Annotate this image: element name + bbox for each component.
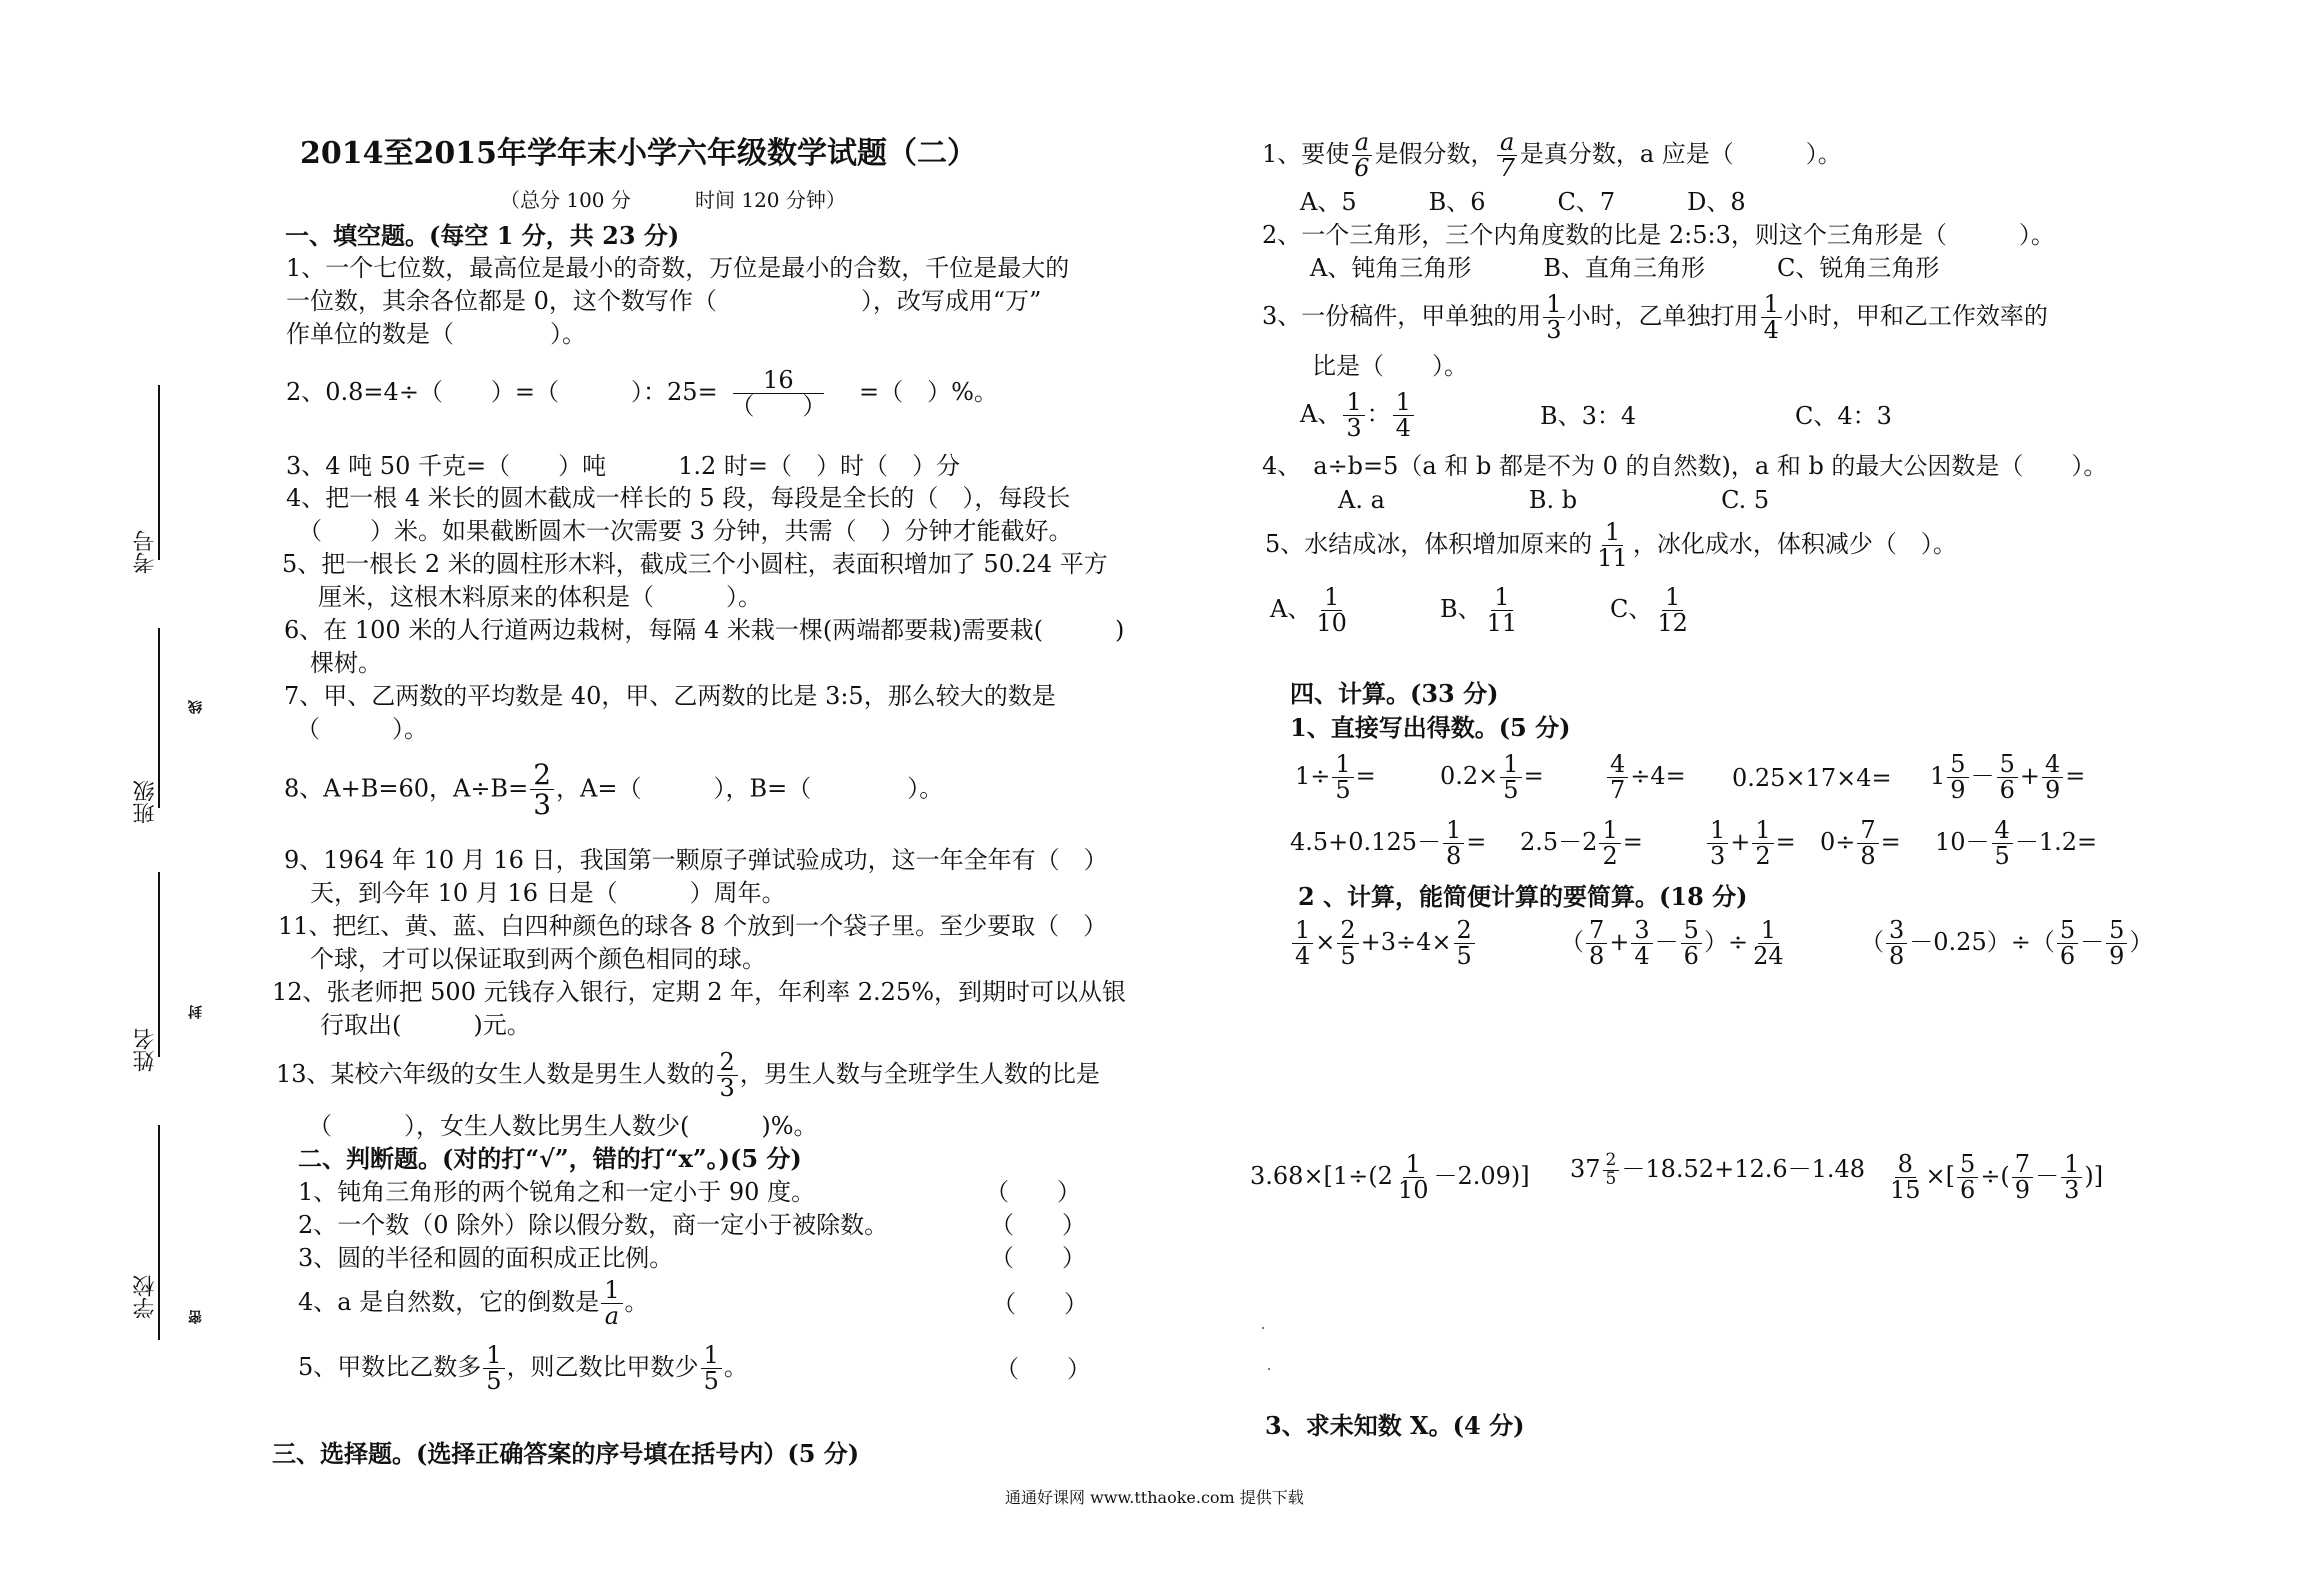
c2-d4: 24 bbox=[1753, 942, 1784, 971]
e8-fraction-1 bbox=[1707, 818, 1728, 869]
choice1-denominator-1: 6 bbox=[1354, 154, 1370, 183]
c2-d1: 8 bbox=[1589, 942, 1605, 971]
q7-line2: （ ）。 bbox=[296, 715, 428, 743]
c2-n1: 7 bbox=[1586, 918, 1607, 944]
choice5-option-c-label: C、 bbox=[1610, 595, 1653, 624]
q2 bbox=[286, 368, 998, 419]
c6-n4: 1 bbox=[2061, 1152, 2082, 1178]
c1-op1: × bbox=[1315, 928, 1336, 957]
c3-d1: 8 bbox=[1889, 942, 1905, 971]
c6-d2: 6 bbox=[1960, 1176, 1976, 1205]
c4-n: 1 bbox=[1403, 1152, 1424, 1178]
choice3-option-b: B、3：4 bbox=[1540, 402, 1637, 430]
choice3-option-a-fraction-1 bbox=[1343, 390, 1364, 441]
q12-line2: 行取出( )元。 bbox=[320, 1011, 531, 1039]
c2-d3: 6 bbox=[1683, 942, 1699, 971]
e8-d1: 3 bbox=[1710, 842, 1726, 871]
e3-n: 4 bbox=[1607, 752, 1628, 778]
c6-fraction-1 bbox=[1887, 1152, 1924, 1203]
c3-close: ） bbox=[2129, 928, 2154, 957]
q6-line1: 6、在 100 米的人行道两边栽树，每隔 4 米栽一棵(两端都要栽)需要栽( ) bbox=[284, 616, 1125, 644]
q13-line2: （ ），女生人数比男生人数少( )%。 bbox=[308, 1112, 818, 1140]
choice5-option-b-label: B、 bbox=[1440, 595, 1482, 624]
direct-e1 bbox=[1295, 752, 1376, 803]
q8-text-b: ，A=（ ），B=（ ）。 bbox=[556, 774, 944, 803]
judge-item-3: 3、圆的半径和圆的面积成正比例。 bbox=[298, 1244, 674, 1272]
choice3-option-a-numerator-1: 1 bbox=[1343, 390, 1364, 416]
e6-n: 1 bbox=[1443, 818, 1464, 844]
e8-fraction-2 bbox=[1752, 818, 1773, 869]
choice5-option-c-denominator: 12 bbox=[1657, 609, 1688, 638]
c6-n2: 5 bbox=[1957, 1152, 1978, 1178]
q13 bbox=[276, 1050, 1100, 1101]
choice-q1 bbox=[1262, 130, 1842, 181]
direct-e3 bbox=[1605, 752, 1686, 803]
c1-n3: 2 bbox=[1454, 918, 1475, 944]
scan-dot-1 bbox=[1262, 1327, 1264, 1329]
calc-c1 bbox=[1290, 918, 1477, 969]
c3-mid: －0.25）÷（ bbox=[1909, 928, 2055, 957]
c2-fraction-4 bbox=[1750, 918, 1787, 969]
e2-b: = bbox=[1523, 762, 1544, 791]
c4-a: 3.68×[1÷(2 bbox=[1250, 1162, 1393, 1191]
c4-fraction bbox=[1395, 1152, 1432, 1203]
q12-line1: 12、张老师把 500 元钱存入银行，定期 2 年，年利率 2.25%，到期时可以从银 bbox=[272, 978, 1127, 1006]
e5-n1: 5 bbox=[1947, 752, 1968, 778]
choice3-option-a-sep: ： bbox=[1366, 400, 1391, 429]
choice5-numerator: 1 bbox=[1602, 520, 1623, 546]
calc-c4 bbox=[1250, 1152, 1530, 1203]
c1-d3: 5 bbox=[1456, 942, 1472, 971]
e10-a: 10－ bbox=[1935, 828, 1990, 857]
c6-a: ×[ bbox=[1925, 1162, 1956, 1191]
choice3-text-b: 小时，乙单独打用 bbox=[1566, 302, 1759, 331]
e7-n: 1 bbox=[1599, 818, 1620, 844]
part4-sub3: 3、求未知数 X。(4 分) bbox=[1265, 1411, 1525, 1440]
judge-item-4 bbox=[298, 1278, 649, 1329]
choice1-fraction-2 bbox=[1497, 130, 1518, 181]
direct-e9 bbox=[1820, 818, 1901, 869]
e2-fraction bbox=[1500, 752, 1521, 803]
c3-n2: 5 bbox=[2057, 918, 2078, 944]
choice3-fraction-1 bbox=[1543, 292, 1564, 343]
judge-item-2: 2、一个数（0 除外）除以假分数，商一定小于被除数。 bbox=[298, 1211, 889, 1239]
judge5-text-a: 5、甲数比乙数多 bbox=[298, 1353, 482, 1382]
part4-sub2: 2 、计算，能简便计算的要简算。(18 分) bbox=[1298, 882, 1748, 911]
judge-item-5 bbox=[298, 1343, 748, 1394]
c5-n: 2 bbox=[1603, 1152, 1620, 1171]
c5-a: 37 bbox=[1570, 1154, 1601, 1183]
choice5-option-c-numerator: 1 bbox=[1662, 585, 1683, 611]
choice3-numerator-2: 1 bbox=[1761, 292, 1782, 318]
e2-d: 5 bbox=[1503, 776, 1519, 805]
seal-label-feng: 封 bbox=[188, 1005, 204, 1019]
choice3-option-a-numerator-2: 1 bbox=[1393, 390, 1414, 416]
e3-fraction bbox=[1607, 752, 1628, 803]
choice5-option-a-denominator: 10 bbox=[1316, 609, 1347, 638]
judge5-denominator-2: 5 bbox=[703, 1367, 719, 1396]
choice3-option-a-denominator-1: 3 bbox=[1346, 414, 1362, 443]
q2-text-a: 2、0.8=4÷（ ）=（ ）：25= bbox=[286, 378, 718, 407]
choice3-option-a-denominator-2: 4 bbox=[1395, 414, 1411, 443]
direct-e2 bbox=[1440, 752, 1544, 803]
c3-n3: 5 bbox=[2106, 918, 2127, 944]
choice5-option-b bbox=[1440, 585, 1522, 636]
c6-d1: 15 bbox=[1890, 1176, 1921, 1205]
c6-d4: 3 bbox=[2064, 1176, 2080, 1205]
e9-a: 0÷ bbox=[1820, 828, 1856, 857]
e6-d: 8 bbox=[1445, 842, 1462, 871]
e7-fraction bbox=[1599, 818, 1620, 869]
judge5-fraction-1 bbox=[483, 1343, 504, 1394]
c2-fraction-2 bbox=[1631, 918, 1652, 969]
c1-n1: 1 bbox=[1292, 918, 1313, 944]
e8-n1: 1 bbox=[1707, 818, 1728, 844]
q8 bbox=[284, 760, 943, 820]
c6-fraction-4 bbox=[2061, 1152, 2082, 1203]
c2-fraction-1 bbox=[1586, 918, 1607, 969]
c6-fraction-3 bbox=[2012, 1152, 2033, 1203]
q11-line2: 个球，才可以保证取到两个颜色相同的球。 bbox=[310, 945, 766, 973]
q5-line1: 5、把一根长 2 米的圆柱形木料，截成三个小圆柱，表面积增加了 50.24 平方 bbox=[282, 550, 1108, 578]
c2-fraction-3 bbox=[1681, 918, 1702, 969]
e9-n: 7 bbox=[1857, 818, 1878, 844]
q9-line2: 天，到今年 10 月 16 日是（ ）周年。 bbox=[310, 879, 786, 907]
direct-e8 bbox=[1705, 818, 1796, 869]
part1-heading: 一、填空题。(每空 1 分，共 23 分) bbox=[285, 221, 680, 250]
seal-label-xian: 线 bbox=[188, 700, 204, 714]
choice5-option-b-fraction bbox=[1484, 585, 1521, 636]
c3-fraction-2 bbox=[2057, 918, 2078, 969]
choice5-option-a-fraction bbox=[1313, 585, 1350, 636]
label-kaohao: 考号 bbox=[133, 530, 158, 574]
c2-op1: + bbox=[1609, 928, 1630, 957]
c2-d2: 4 bbox=[1634, 942, 1650, 971]
c2-open: （ bbox=[1560, 928, 1584, 957]
choice-q5 bbox=[1265, 520, 1957, 571]
q2-numerator: 16 bbox=[733, 368, 824, 394]
choice5-option-a bbox=[1270, 585, 1352, 636]
part2-heading: 二、判断题。(对的打“√”，错的打“x”。)(5 分) bbox=[298, 1144, 802, 1173]
calc-c2 bbox=[1560, 918, 1789, 969]
q8-numerator: 2 bbox=[530, 760, 554, 790]
q2-denominator: （ ） bbox=[730, 392, 827, 421]
direct-e5 bbox=[1930, 752, 2085, 803]
judge-item-1: 1、钝角三角形的两个锐角之和一定小于 90 度。 bbox=[298, 1178, 816, 1206]
part4-sub1: 1、直接写出得数。(5 分) bbox=[1290, 713, 1571, 742]
judge4-text-b: 。 bbox=[624, 1288, 649, 1317]
choice5-option-b-denominator: 11 bbox=[1486, 609, 1518, 638]
choice1-text-a: 1、要使 bbox=[1262, 140, 1350, 169]
e5-fraction-2 bbox=[1997, 752, 2018, 803]
choice5-text-b: ，冰化成水，体积减少（ ）。 bbox=[1632, 530, 1957, 559]
judge4-denominator: a bbox=[604, 1302, 620, 1331]
choice1-numerator-1: a bbox=[1352, 130, 1372, 156]
direct-e7 bbox=[1520, 818, 1643, 869]
e7-d: 2 bbox=[1602, 842, 1618, 871]
q3: 3、4 吨 50 千克=（ ）吨 1.2 时=（ ）时（ ）分 bbox=[286, 452, 960, 480]
choice3-option-a-fraction-2 bbox=[1393, 390, 1414, 441]
choice5-text-a: 5、水结成冰，体积增加原来的 bbox=[1265, 530, 1593, 559]
c4-d: 10 bbox=[1397, 1176, 1429, 1205]
e5-b: = bbox=[2065, 762, 2086, 791]
c1-d2: 5 bbox=[1340, 942, 1356, 971]
choice3-option-a bbox=[1300, 390, 1416, 441]
c6-op: － bbox=[2035, 1162, 2060, 1191]
e1-fraction bbox=[1332, 752, 1353, 803]
e5-op2: + bbox=[2019, 762, 2040, 791]
c4-b: －2.09)] bbox=[1433, 1162, 1530, 1191]
e1-n: 1 bbox=[1332, 752, 1353, 778]
q8-text-a: 8、A+B=60，A÷B= bbox=[284, 774, 529, 803]
choice3-line2: 比是（ ）。 bbox=[1312, 352, 1468, 380]
direct-e4: 0.25×17×4= bbox=[1732, 764, 1892, 792]
choice2-options: A、钝角三角形 B、直角三角形 C、锐角三角形 bbox=[1310, 254, 1940, 282]
judge4-fraction bbox=[601, 1278, 622, 1329]
choice3-numerator-1: 1 bbox=[1543, 292, 1564, 318]
choice5-option-a-label: A、 bbox=[1270, 595, 1312, 624]
judge-blank-4: （ ） bbox=[992, 1290, 1088, 1318]
q13-text-a: 13、某校六年级的女生人数是男生人数的 bbox=[276, 1060, 715, 1089]
e1-d: 5 bbox=[1335, 776, 1351, 805]
c2-op2: － bbox=[1654, 928, 1679, 957]
judge5-fraction-2 bbox=[701, 1343, 722, 1394]
c3-fraction-1 bbox=[1886, 918, 1907, 969]
judge4-text-a: 4、a 是自然数，它的倒数是 bbox=[298, 1288, 600, 1317]
e5-fraction-1 bbox=[1947, 752, 1968, 803]
part4-heading: 四、计算。(33 分) bbox=[1290, 679, 1499, 708]
e5-op1: － bbox=[1970, 762, 1995, 791]
part3-heading: 三、选择题。(选择正确答案的序号填在括号内）(5 分) bbox=[272, 1439, 860, 1468]
c1-fraction-2 bbox=[1337, 918, 1358, 969]
e5-n3: 4 bbox=[2042, 752, 2063, 778]
choice3-denominator-1: 3 bbox=[1546, 316, 1562, 345]
q2-fraction bbox=[727, 368, 829, 419]
e5-w: 1 bbox=[1930, 762, 1946, 791]
choice1-text-b: 是假分数， bbox=[1374, 140, 1495, 169]
choice1-fraction-1 bbox=[1351, 130, 1372, 181]
score-note: （总分 100 分 bbox=[500, 188, 631, 212]
q8-fraction bbox=[530, 760, 554, 820]
judge5-numerator-2: 1 bbox=[701, 1343, 722, 1369]
choice5-denominator: 11 bbox=[1597, 544, 1628, 573]
choice3-text-a: 3、一份稿件，甲单独的用 bbox=[1262, 302, 1542, 331]
q9-line1: 9、1964 年 10 月 16 日，我国第一颗原子弹试验成功，这一年全年有（ ） bbox=[284, 846, 1108, 874]
judge5-text-c: 。 bbox=[723, 1353, 748, 1382]
c6-b: ÷( bbox=[1980, 1162, 2010, 1191]
c6-c: )] bbox=[2084, 1162, 2104, 1191]
label-banji: 班级 bbox=[133, 780, 158, 824]
choice3-denominator-2: 4 bbox=[1763, 316, 1779, 345]
e9-d: 8 bbox=[1860, 842, 1876, 871]
choice-q3 bbox=[1262, 292, 2048, 343]
e9-b: = bbox=[1880, 828, 1901, 857]
e6-fraction bbox=[1443, 818, 1464, 869]
e10-b: －1.2= bbox=[2014, 828, 2098, 857]
choice2-text: 2、一个三角形，三个内角度数的比是 2:5:3，则这个三角形是（ ）。 bbox=[1262, 221, 2055, 249]
c1-fraction-3 bbox=[1454, 918, 1475, 969]
choice5-option-c bbox=[1610, 585, 1693, 636]
judge5-numerator-1: 1 bbox=[483, 1343, 504, 1369]
e5-d1: 9 bbox=[1950, 776, 1966, 805]
c5-fraction bbox=[1603, 1152, 1620, 1189]
q5-line2: 厘米，这根木料原来的体积是（ ）。 bbox=[318, 583, 762, 611]
choice1-denominator-2: 7 bbox=[1499, 154, 1515, 183]
choice4-text: 4、 a÷b=5（a 和 b 都是不为 0 的自然数)，a 和 b 的最大公因数是（ ）。 bbox=[1262, 452, 2108, 480]
e8-n2: 1 bbox=[1752, 818, 1773, 844]
page-title: 2014至2015年学年末小学六年级数学试题（二） bbox=[300, 136, 977, 171]
c3-op: － bbox=[2080, 928, 2105, 957]
c3-d2: 6 bbox=[2059, 942, 2076, 971]
e8-b: = bbox=[1775, 828, 1796, 857]
judge4-numerator: 1 bbox=[601, 1278, 622, 1304]
judge-blank-2: （ ） bbox=[990, 1211, 1086, 1239]
c2-n4: 1 bbox=[1758, 918, 1779, 944]
c6-n1: 8 bbox=[1895, 1152, 1916, 1178]
choice4-options: A. a B. b C. 5 bbox=[1338, 486, 1770, 514]
e5-fraction-3 bbox=[2042, 752, 2063, 803]
choice3-text-c: 小时，甲和乙工作效率的 bbox=[1783, 302, 2048, 331]
choice5-option-a-numerator: 1 bbox=[1321, 585, 1342, 611]
c3-d3: 9 bbox=[2109, 942, 2125, 971]
e7-b: = bbox=[1622, 828, 1643, 857]
e6-a: 4.5+0.125－ bbox=[1290, 828, 1441, 857]
direct-e10 bbox=[1935, 818, 2097, 869]
c1-n2: 2 bbox=[1337, 918, 1358, 944]
q1-line3: 作单位的数是（ ）。 bbox=[286, 320, 586, 348]
calc-c3 bbox=[1860, 918, 2153, 969]
choice1-options: A、5 B、6 C、7 D、8 bbox=[1300, 188, 1746, 216]
time-note: 时间 120 分钟） bbox=[695, 188, 846, 212]
c1-mid: +3÷4× bbox=[1360, 928, 1452, 957]
e1-a: 1÷ bbox=[1295, 762, 1331, 791]
e3-b: ÷4= bbox=[1630, 762, 1686, 791]
choice1-numerator-2: a bbox=[1497, 130, 1517, 156]
q13-fraction bbox=[717, 1050, 738, 1101]
q13-denominator: 3 bbox=[719, 1074, 735, 1103]
e10-n: 4 bbox=[1992, 818, 2013, 844]
e1-b: = bbox=[1355, 762, 1376, 791]
judge-blank-5: （ ） bbox=[995, 1355, 1091, 1383]
e8-op: + bbox=[1730, 828, 1751, 857]
q11-line1: 11、把红、黄、蓝、白四种颜色的球各 8 个放到一个袋子里。至少要取（ ） bbox=[278, 912, 1108, 940]
judge-blank-1: （ ） bbox=[985, 1178, 1081, 1206]
c6-fraction-2 bbox=[1957, 1152, 1978, 1203]
e7-a: 2.5－2 bbox=[1520, 828, 1598, 857]
scan-dot-2 bbox=[1268, 1368, 1270, 1370]
choice3-fraction-2 bbox=[1761, 292, 1782, 343]
choice5-option-c-fraction bbox=[1654, 585, 1691, 636]
q2-text-b: =（ ）%。 bbox=[858, 378, 998, 407]
c3-n1: 3 bbox=[1886, 918, 1907, 944]
choice5-option-b-numerator: 1 bbox=[1491, 585, 1512, 611]
c2-n3: 5 bbox=[1681, 918, 1702, 944]
c3-open: （ bbox=[1860, 928, 1884, 957]
q13-text-b: ，男生人数与全班学生人数的比是 bbox=[739, 1060, 1100, 1089]
e5-d3: 9 bbox=[2044, 776, 2061, 805]
c2-close: ）÷ bbox=[1703, 928, 1749, 957]
e5-n2: 5 bbox=[1997, 752, 2018, 778]
q4-line1: 4、把一根 4 米长的圆木截成一样长的 5 段，每段是全长的（ ），每段长 bbox=[286, 484, 1071, 512]
q8-denominator: 3 bbox=[533, 788, 552, 822]
seal-label-mi: 密 bbox=[188, 1310, 204, 1324]
e2-n: 1 bbox=[1500, 752, 1521, 778]
q7-line1: 7、甲、乙两数的平均数是 40，甲、乙两数的比是 3:5，那么较大的数是 bbox=[284, 682, 1056, 710]
c5-b: －18.52+12.6－1.48 bbox=[1621, 1154, 1866, 1183]
e9-fraction bbox=[1857, 818, 1878, 869]
e3-d: 7 bbox=[1610, 776, 1626, 805]
e10-fraction bbox=[1992, 818, 2013, 869]
e5-d2: 6 bbox=[1999, 776, 2015, 805]
e10-d: 5 bbox=[1994, 842, 2010, 871]
judge5-denominator-1: 5 bbox=[486, 1367, 502, 1396]
e8-d2: 2 bbox=[1755, 842, 1771, 871]
choice3-option-a-label: A、 bbox=[1300, 400, 1342, 429]
calc-c5 bbox=[1570, 1152, 1865, 1189]
c6-d3: 9 bbox=[2014, 1176, 2031, 1205]
q6-line2: 棵树。 bbox=[310, 649, 382, 677]
choice3-option-c: C、4：3 bbox=[1795, 402, 1892, 430]
c6-n3: 7 bbox=[2012, 1152, 2033, 1178]
q4-line2: （ ）米。如果截断圆木一次需要 3 分钟，共需（ ）分钟才能截好。 bbox=[298, 517, 1073, 545]
choice5-fraction bbox=[1594, 520, 1631, 571]
e2-a: 0.2× bbox=[1440, 762, 1499, 791]
e6-b: = bbox=[1466, 828, 1487, 857]
q1-line2: 一位数，其余各位都是 0，这个数写作（ ），改写成用“万” bbox=[286, 287, 1042, 315]
q1-line1: 1、一个七位数，最高位是最小的奇数，万位是最小的合数，千位是最大的 bbox=[286, 254, 1070, 282]
c1-fraction-1 bbox=[1292, 918, 1313, 969]
judge-blank-3: （ ） bbox=[990, 1244, 1086, 1272]
c3-fraction-3 bbox=[2106, 918, 2127, 969]
c2-n2: 3 bbox=[1631, 918, 1652, 944]
footer-source: 通通好课网 www.tthaoke.com 提供下载 bbox=[1005, 1488, 1304, 1507]
c5-d: 5 bbox=[1605, 1168, 1617, 1189]
q13-numerator: 2 bbox=[717, 1050, 738, 1076]
judge5-text-b: ，则乙数比甲数少 bbox=[506, 1353, 699, 1382]
calc-c6 bbox=[1885, 1152, 2103, 1203]
label-xuexiao: 学校 bbox=[133, 1275, 158, 1319]
direct-e6 bbox=[1290, 818, 1486, 869]
c1-d1: 4 bbox=[1295, 942, 1311, 971]
choice1-text-c: 是真分数，a 应是（ ）。 bbox=[1519, 140, 1842, 169]
label-xingming: 姓名 bbox=[133, 1028, 158, 1072]
